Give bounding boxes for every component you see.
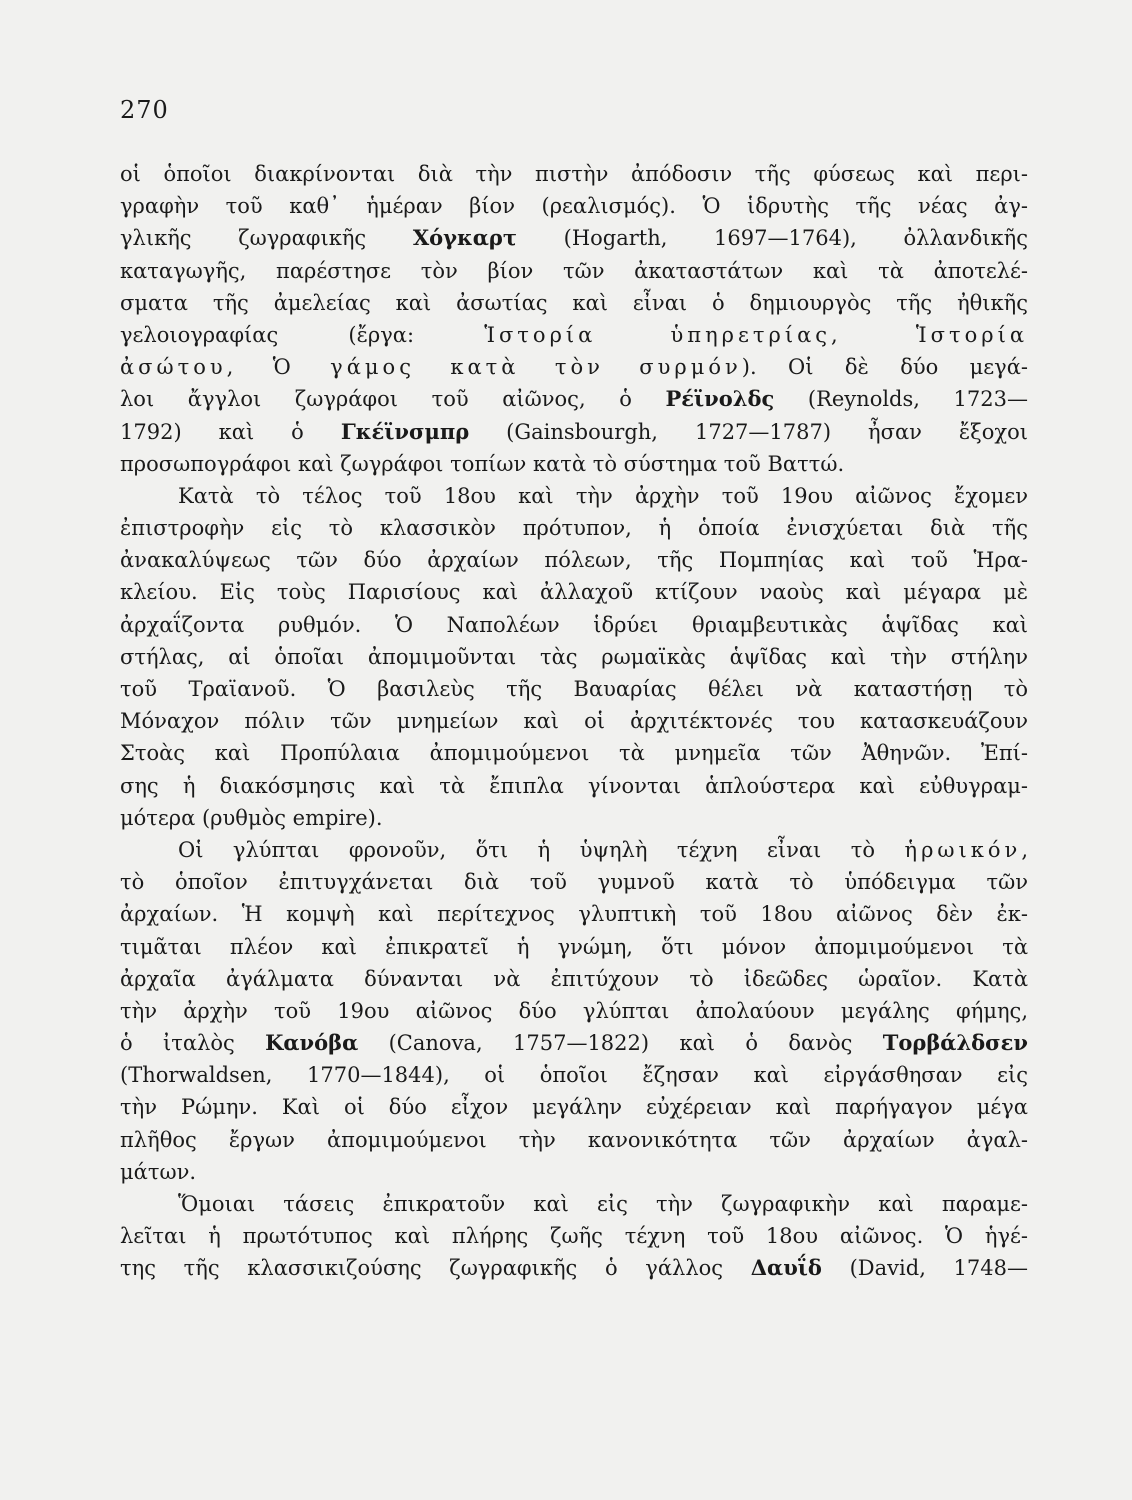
line-segment: της τῆς κλασσικιζούσης ζωγραφικῆς ὁ γάλλος (120, 1256, 751, 1281)
text-line: γραφὴν τοῦ καθ᾿ ἡμέραν βίον (ρεαλισμός). Ὁ ἱδρυτὴς τῆς νέας ἀγ- (120, 194, 1028, 219)
artist-name-canova: Κανόβα (265, 1030, 359, 1056)
page-number: 270 (120, 96, 169, 124)
text-line: Στοὰς καὶ Προπύλαια ἀπομιμούμενοι τὰ μνημεῖα τῶν Ἀθηνῶν. Ἐπί- (120, 741, 1028, 766)
text-line: τὴν ἀρχὴν τοῦ 19ου αἰῶνος δύο γλύπται ἀπολαύουν μεγάλης φήμης, (120, 998, 1028, 1023)
emphasized-term: ἡρωικόν (904, 837, 1022, 862)
line-segment: 1792) καὶ ὁ (120, 419, 341, 444)
text-line: κλείου. Εἰς τοὺς Παρισίους καὶ ἀλλαχοῦ κτίζουν ναοὺς καὶ μέγαρα μὲ (120, 580, 1028, 605)
text-line: τοῦ Τραϊανοῦ. Ὁ βασιλεὺς τῆς Βαυαρίας θέλει νὰ καταστήσῃ τὸ (120, 677, 1028, 701)
text-line (120, 1252, 1028, 1284)
paragraph (120, 1188, 1028, 1285)
text-line: λεῖται ἡ πρωτότυπος καὶ πλήρης ζωῆς τέχνη τοῦ 18ου αἰῶνος. Ὁ ἡγέ- (120, 1224, 1028, 1249)
text-line (120, 834, 1028, 866)
text-line (120, 319, 1028, 351)
text-line: ἀρχαίων. Ἡ κομψὴ καὶ περίτεχνος γλυπτικὴ τοῦ 18ου αἰῶνος δὲν ἐκ- (120, 902, 1028, 927)
text-line (120, 1027, 1028, 1059)
artist-name-reynolds: Ρέϊνολδς (665, 386, 775, 412)
artist-name-david: Δαυΐδ (750, 1255, 822, 1281)
line-segment: ). Οἱ δὲ δύο μεγά- (741, 355, 1028, 380)
text-line: Κατὰ τὸ τέλος τοῦ 18ου καὶ τὴν ἀρχὴν τοῦ 19ου αἰῶνος ἔχομεν (178, 483, 1028, 508)
artist-name-gainsborough: Γκέϊνσμπρ (340, 418, 470, 444)
paragraph (120, 834, 1028, 1188)
text-line: τὸ ὁποῖον ἐπιτυγχάνεται διὰ τοῦ γυμνοῦ κατὰ τὸ ὑπόδειγμα τῶν (120, 870, 1028, 895)
work-titles: ἀσώτου, Ὁ γάμος κατὰ τὸν συρμόν (120, 355, 742, 380)
text-line: ἀνακαλύψεως τῶν δύο ἀρχαίων πόλεων, τῆς Πομπηίας καὶ τοῦ Ἡρα- (120, 548, 1028, 573)
line-segment: ὁ ἰταλὸς (120, 1031, 266, 1056)
text-line: μότερα (ρυθμὸς empire). (120, 805, 383, 830)
text-line (120, 222, 1028, 254)
text-line: ἐπιστροφὴν εἰς τὸ κλασσικὸν πρότυπον, ἡ ὁποία ἐνισχύεται διὰ τῆς (120, 516, 1028, 541)
text-line: τὴν Ρώμην. Καὶ οἱ δύο εἶχον μεγάλην εὐχέρειαν καὶ παρήγαγον μέγα (120, 1095, 1028, 1120)
text-line: (Thorwaldsen, 1770—1844), οἱ ὁποῖοι ἔζησαν καὶ εἰργάσθησαν εἰς (120, 1063, 1028, 1088)
line-segment: γλικῆς ζωγραφικῆς (120, 226, 413, 251)
line-segment: (Gainsbourgh, 1727—1787) ἦσαν ἔξοχοι (469, 419, 1028, 444)
line-segment: (Canova, 1757—1822) καὶ ὁ δανὸς (358, 1031, 883, 1056)
line-segment: , (1021, 837, 1028, 862)
text-line: ἀρχαΐζοντα ρυθμόν. Ὁ Ναπολέων ἱδρύει θριαμβευτικὰς ἁψῖδας καὶ (120, 612, 1028, 637)
body-text (120, 158, 1028, 1285)
work-titles: Ἱστορία ὑπηρετρίας, Ἱστορία (484, 322, 1028, 347)
line-segment: (Hogarth, 1697—1764), ὀλλανδικῆς (517, 226, 1028, 251)
text-line (120, 351, 1028, 383)
paragraph (120, 480, 1028, 834)
text-line: πλῆθος ἔργων ἀπομιμούμενοι τὴν κανονικότητα τῶν ἀρχαίων ἀγαλ- (120, 1127, 1028, 1152)
line-segment: (Reynolds, 1723— (774, 387, 1028, 412)
text-line: οἱ ὁποῖοι διακρίνονται διὰ τὴν πιστὴν ἀπόδοσιν τῆς φύσεως καὶ περι- (120, 162, 1028, 186)
line-segment: λοι ἄγγλοι ζωγράφοι τοῦ αἰῶνος, ὁ (120, 387, 666, 412)
text-line (120, 416, 1028, 448)
line-segment: γελοιογραφίας (ἔργα: (120, 322, 485, 347)
paragraph (120, 158, 1028, 480)
text-line: Μόναχον πόλιν τῶν μνημείων καὶ οἱ ἀρχιτέκτονές του κατασκευάζουν (120, 709, 1028, 734)
text-line (120, 383, 1028, 415)
text-line: σματα τῆς ἀμελείας καὶ ἀσωτίας καὶ εἶναι ὁ δημιουργὸς τῆς ἠθικῆς (120, 290, 1028, 315)
text-line: τιμᾶται πλέον καὶ ἐπικρατεῖ ἡ γνώμη, ὅτι μόνον ἀπομιμούμενοι τὰ (120, 934, 1028, 959)
text-line: μάτων. (120, 1159, 197, 1184)
text-line: στήλας, αἱ ὁποῖαι ἀπομιμοῦνται τὰς ρωμαϊκὰς ἁψῖδας καὶ τὴν στήλην (120, 644, 1028, 669)
text-line: σης ἡ διακόσμησις καὶ τὰ ἔπιπλα γίνονται ἁπλούστερα καὶ εὐθυγραμ- (120, 773, 1028, 798)
text-line: προσωπογράφοι καὶ ζωγράφοι τοπίων κατὰ τὸ σύστημα τοῦ Βαττώ. (120, 451, 845, 476)
artist-name-thorwaldsen: Τορβάλδσεν (882, 1030, 1028, 1056)
artist-name-hogarth: Χόγκαρτ (412, 225, 517, 251)
text-line: ἀρχαῖα ἀγάλματα δύνανται νὰ ἐπιτύχουν τὸ ἰδεῶδες ὡραῖον. Κατὰ (120, 966, 1028, 991)
line-segment: Οἱ γλύπται φρονοῦν, ὅτι ἡ ὑψηλὴ τέχνη εἶναι τὸ (178, 837, 905, 862)
text-line: καταγωγῆς, παρέστησε τὸν βίον τῶν ἀκαταστάτων καὶ τὰ ἀποτελέ- (120, 258, 1028, 283)
text-line: Ὅμοιαι τάσεις ἐπικρατοῦν καὶ εἰς τὴν ζωγραφικὴν καὶ παραμε- (178, 1192, 1028, 1216)
line-segment: (David, 1748— (821, 1256, 1028, 1281)
